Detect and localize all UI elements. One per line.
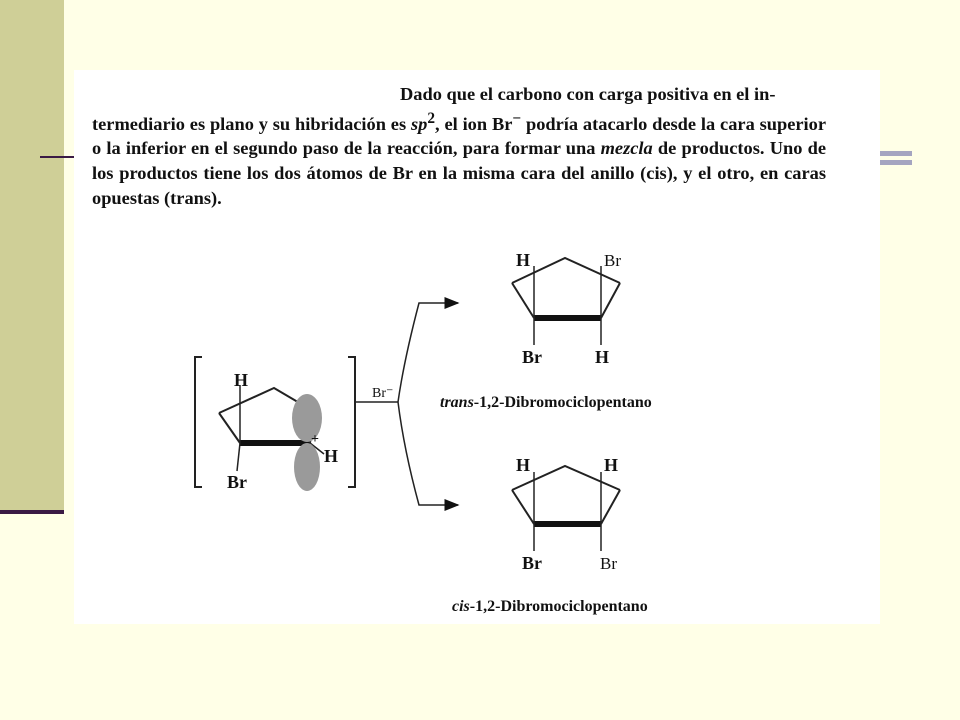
reagent-br-label: Br⁻ bbox=[372, 386, 394, 401]
cis-br-bottom-right: Br bbox=[600, 554, 617, 573]
paragraph-text-c: podría atacarlo desde la cara superior o la inferior en el segundo paso de la reacción, para formar una bbox=[92, 113, 827, 159]
intermediate-br: Br bbox=[227, 472, 247, 492]
right-bracket bbox=[348, 357, 355, 487]
trans-product-name: trans-1,2-Dibromociclopentano bbox=[440, 394, 652, 411]
textbook-image bbox=[74, 70, 880, 624]
paragraph-text-a: termediario es plano y su hibridación es bbox=[92, 113, 411, 134]
intermediate-h-right: H bbox=[324, 446, 339, 466]
trans-product bbox=[440, 250, 652, 411]
left-bracket bbox=[195, 357, 202, 487]
mezcla-term: mezcla bbox=[600, 138, 653, 159]
title-rule-left bbox=[40, 156, 74, 158]
cis-product-name: cis-1,2-Dibromociclopentano bbox=[452, 598, 648, 615]
sidebar-decoration bbox=[0, 0, 64, 512]
trans-br-top: Br bbox=[604, 251, 621, 270]
minus-superscript: − bbox=[512, 109, 522, 127]
paragraph-text-b: , el ion Br bbox=[435, 113, 513, 134]
sidebar-bottom-line bbox=[0, 510, 64, 514]
sp-superscript: 2 bbox=[427, 109, 436, 127]
cis-h-top-right: H bbox=[604, 455, 619, 475]
paragraph-line-1: Dado que el carbono con carga positiva en el in- bbox=[400, 84, 776, 104]
positive-charge: + bbox=[311, 432, 319, 447]
cis-product bbox=[452, 455, 648, 615]
title-rule-right bbox=[880, 151, 912, 165]
trans-br-bottom: Br bbox=[522, 347, 542, 367]
reaction-diagram bbox=[74, 70, 880, 624]
trans-h-bottom: H bbox=[595, 347, 610, 367]
intermediate-h-top: H bbox=[234, 370, 249, 390]
intermediate-cation bbox=[219, 370, 338, 492]
paragraph-text-rest: de productos. Uno de los productos tiene los dos átomos de Br en la misma cara del anillo (cis), y el otro, en caras opuestas (trans). bbox=[92, 138, 827, 208]
trans-h-top: H bbox=[516, 250, 531, 270]
cis-h-top-left: H bbox=[516, 455, 531, 475]
sp-term: sp bbox=[410, 113, 428, 134]
cis-br-bottom-left: Br bbox=[522, 553, 542, 573]
p-orbital-lower bbox=[294, 443, 320, 491]
